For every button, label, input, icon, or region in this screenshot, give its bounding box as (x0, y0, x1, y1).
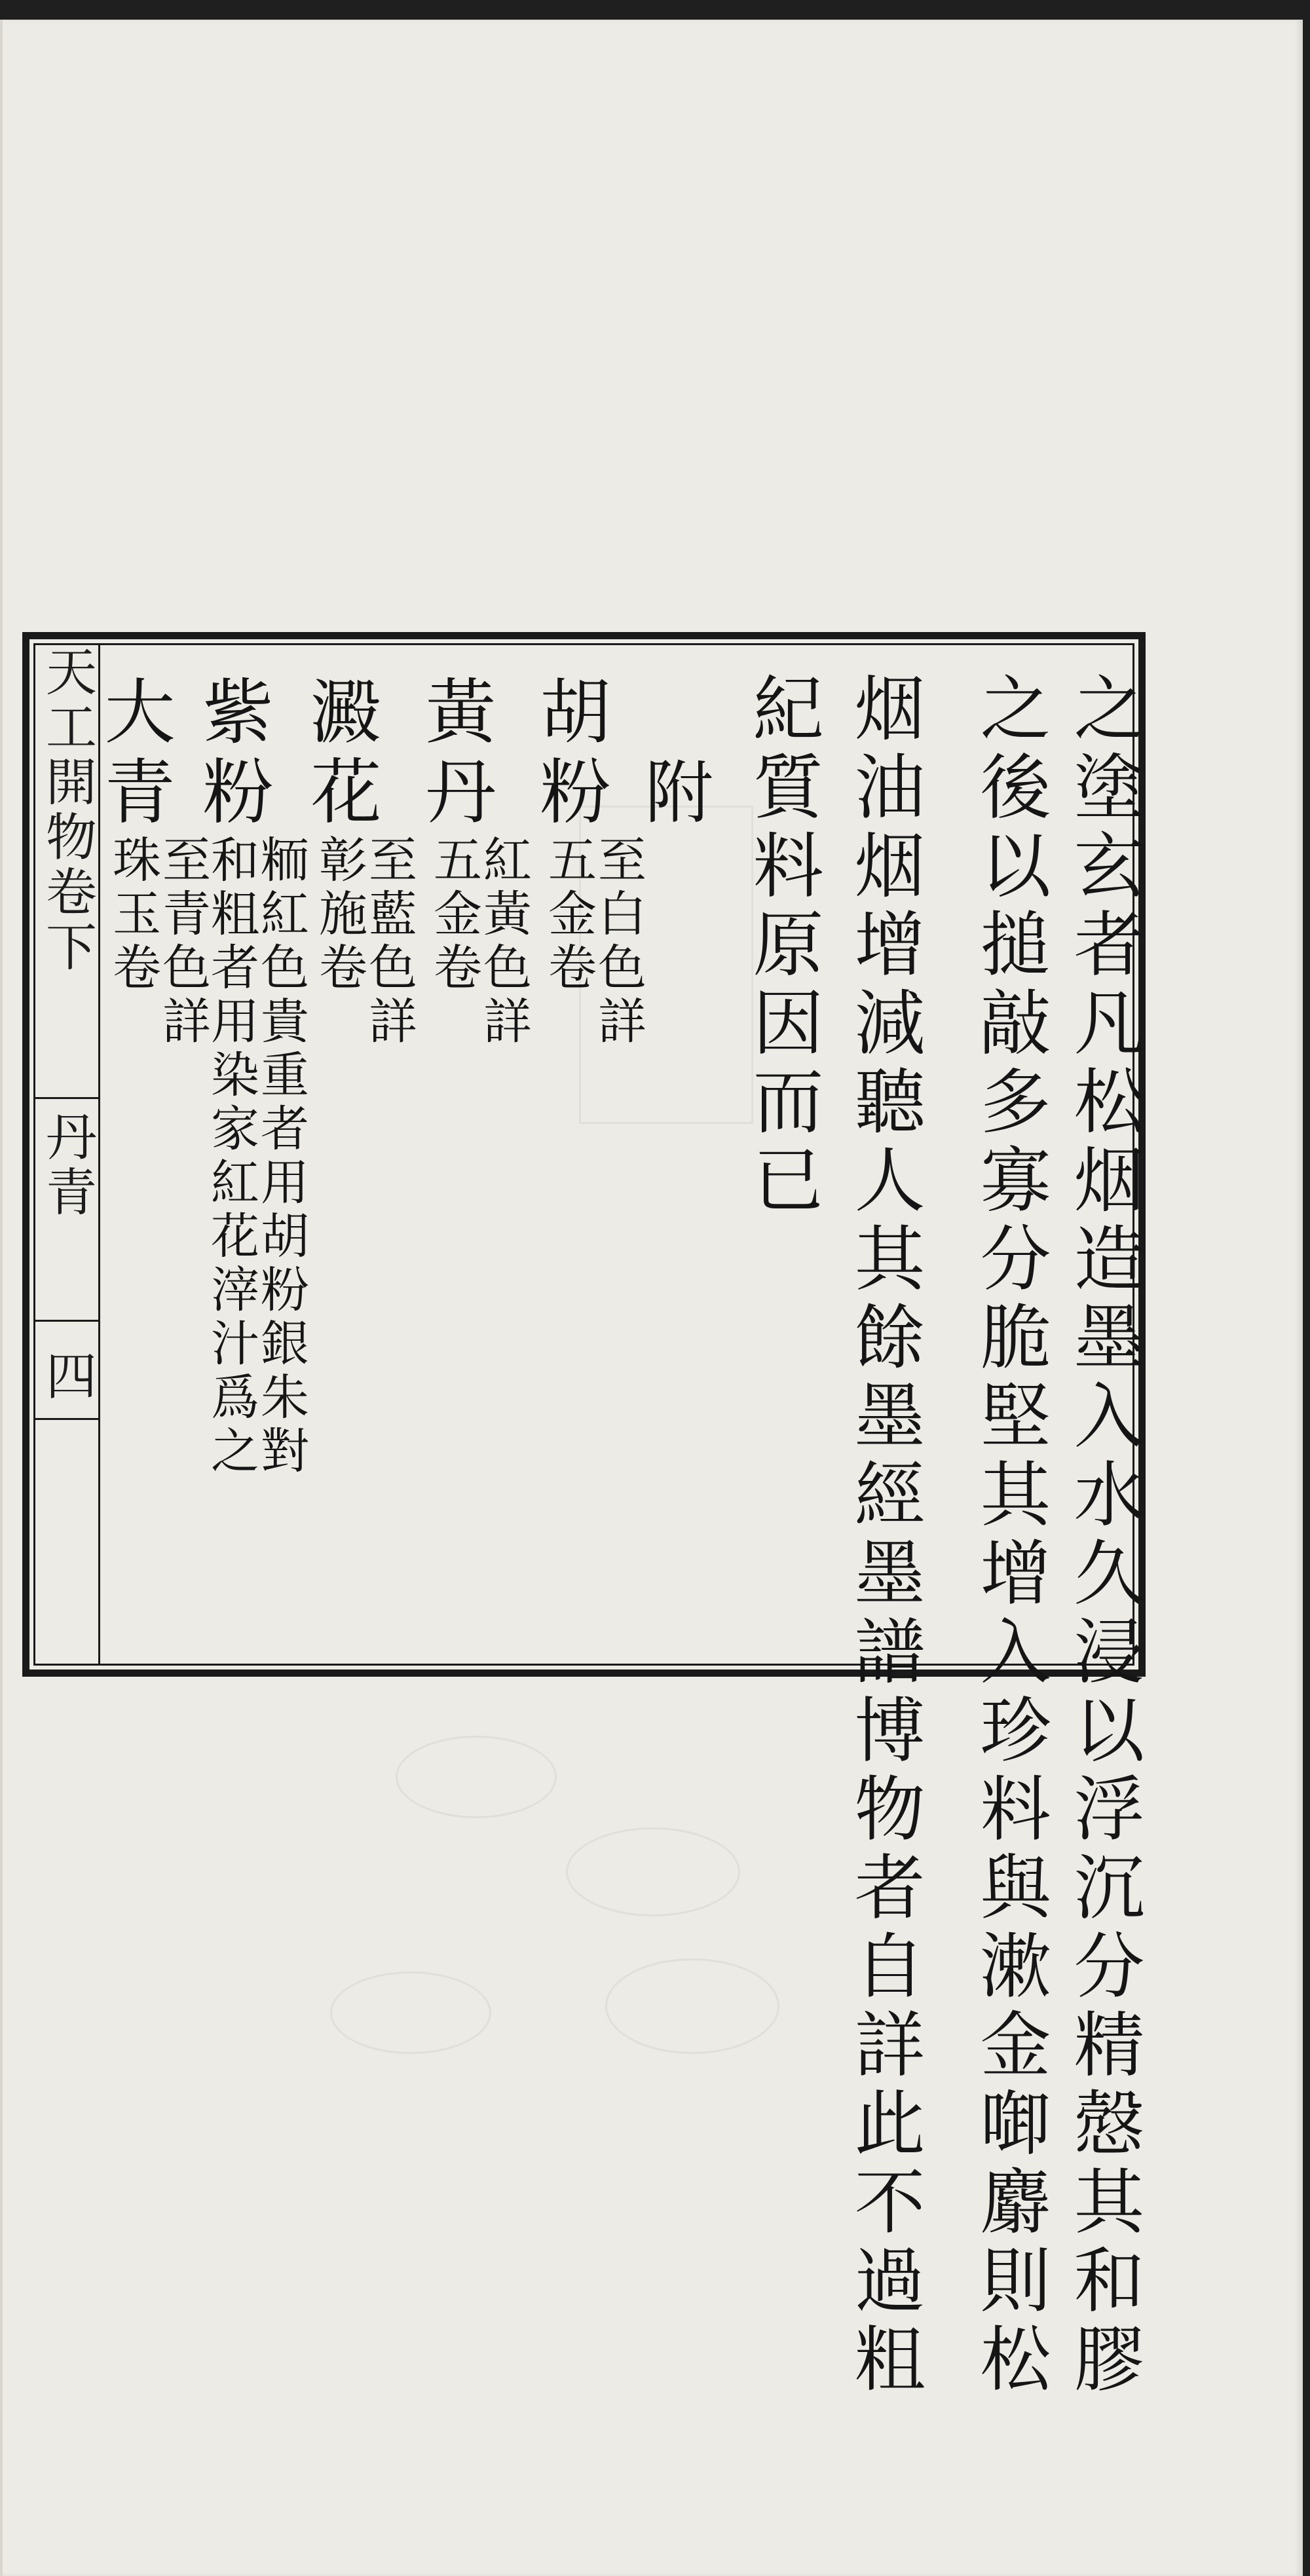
banxin-column (35, 645, 100, 1664)
banxin-title: 天工開物卷下 (37, 645, 96, 975)
entry-name: 澱花 (299, 675, 381, 834)
show-through-bowl (396, 1736, 557, 1818)
show-through-bowl (605, 1958, 779, 2054)
text-column-3: 烟油烟增減聽人其餘墨經墨譜博物者自詳此不過粗 (842, 671, 924, 2400)
printed-frame (22, 632, 1146, 2400)
appendix-entry (299, 675, 417, 1049)
text-column-2: 之後以搥敲多寡分脆堅其增入珍料與漱金啣麝則松 (968, 671, 1050, 2400)
appendix-heading: 附 (633, 756, 713, 835)
paper-sheet (0, 20, 1303, 2576)
text-column-1: 之塗玄者凡松烟造墨入水久浸以浮沉分精慤其和膠 (1062, 671, 1144, 2400)
frame-inner-rule (33, 643, 1144, 2400)
banxin-page-number: 四 (37, 1349, 96, 1404)
entry-note-right: 紅黃色詳 (476, 834, 532, 1049)
entry-note-left: 彰施卷 (311, 834, 367, 996)
entry-name: 胡粉 (528, 675, 610, 834)
entry-note-right: 至青色詳 (155, 834, 211, 1049)
entry-name: 紫粉 (191, 675, 272, 834)
entry-note-right: 至藍色詳 (361, 834, 417, 1049)
entry-name: 大青 (92, 675, 174, 834)
show-through-bowl (566, 1827, 740, 1916)
banxin-divider (35, 1097, 98, 1099)
appendix-entry (92, 675, 211, 1049)
entry-name: 黃丹 (413, 675, 495, 834)
entry-note-left: 五金卷 (426, 834, 482, 996)
entry-note-right: 粫紅色貴重者用胡粉銀朱對 (253, 834, 309, 1479)
banxin-divider (35, 1320, 98, 1322)
banxin-section: 丹青 (37, 1110, 96, 1220)
text-column-4: 紀質料原因而已 (741, 671, 823, 1222)
entry-note-left: 珠玉卷 (105, 834, 161, 996)
appendix-entry (413, 675, 532, 1049)
show-through-bowl (330, 1971, 491, 2054)
entry-note-left: 五金卷 (540, 834, 597, 996)
banxin-divider (35, 1418, 98, 1420)
appendix-entry (191, 675, 309, 1479)
appendix-entry (528, 675, 646, 1049)
entry-note-left: 和粗者用染家紅花滓汁爲之 (203, 834, 259, 1479)
entry-note-right: 至白色詳 (590, 834, 646, 1049)
